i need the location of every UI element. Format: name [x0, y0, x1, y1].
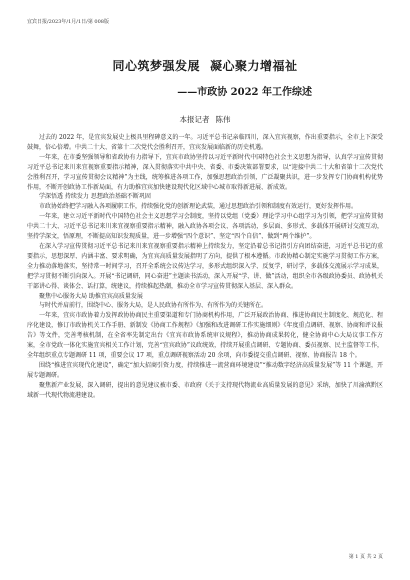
title-part-1: 同心筑梦强发展	[112, 59, 200, 73]
article-body	[27, 133, 383, 400]
paragraph: 一年来，在市委坚强领导和省政协有力指导下，宜宾市政协坚持以习近平新时代中国特色社会主义思想为指导，认真学习宣传贯彻习近平总书记来川来宜视察重要指示精神，深入贯彻落实中共中央、省委、市委决策部署要求，以“迎接中共二十大和省第十二次党代会胜利召开，学习宣传贯彻会议精神”为主线，统筹推进各项工作，加强思想政治引领，广泛凝聚共识，进一步发挥专门协商机构优势作用，不断开创政协工作新局面，有力助推宜宾加快建设现代化区域中心城市取得新进展、新成效。	[27, 153, 383, 191]
paragraph: 过去的 2022 年，是宜宾发展史上极具里程碑意义的一年。习近平总书记亲临四川，深入宜宾视察，作出重要指示，全市上下深受鼓舞，倍心倍增。中共二十大、省第十二次党代会胜利召开，宜宾发展面临新的历史机遇。	[27, 134, 383, 151]
paragraph: 市政协始终把学习融入各项履职工作，持续强化党的创新理论武装，通过思想政治引领和制度有效运行，更好发挥作用。	[39, 203, 358, 211]
byline-role: 本报记者	[179, 115, 210, 124]
article-subtitle: ——市政协 2022 年工作综述	[177, 87, 312, 98]
page-number: 第 1 页 共 2 页	[348, 554, 383, 560]
source-header: 宜宾日报/2023年/1月/1日/第 008版	[27, 19, 109, 25]
paragraph: 围绕“推进宜宾现代化建设”，确定“加大招商引资力度，持续推进一流营商环境建设”“推动数字经济高质量发展”等 11 个课题，开展专题调研。	[27, 361, 383, 379]
article-title	[0, 57, 410, 74]
byline-name: 陈伟	[215, 115, 231, 124]
paragraph: 与时代并肩前行，围绕中心、服务大局，是人民政协有所作为、有所作为的关键所在。	[39, 302, 268, 310]
section-heading: 学深悟透 持续发力 思想政治基础不断巩固	[39, 193, 151, 201]
paragraph: 聚焦新产业发展，深入调研，提出的意见建议被市委、市政府《关于支持现代物流业高质量发展的意见》采纳，加快了川渝滇黔区域新一代现代物流港建设。	[27, 381, 383, 399]
paragraph: 在深入学习宣传贯彻习近平总书记来川来宜视察重要指示精神上持续发力，坚定沿着总书记指引方向团结奋进，习近平总书记的重要指示，思想深厚、内涵丰富、要求明确，为宜宾高质量发展指明了方向，提供了根本遵循。市政协精心制定实施学习贯彻工作方案，全力推动落地落实，坚持常一时间学习，召开全系统会议传达学习，多形式组织深入学、反复学，研讨学，多载体交流展示学习成果，把学习贯彻不断引向深入。开展“书记调研，同心奋进”主题读书活动，深入开展“学、讲、做”活动，组织全市各级政协委员、政协机关干部讲心得、谈体会、话打算，统建议，持续推起热潮，推动全市学习宣传贯彻深入基层、深入群众。	[27, 242, 383, 290]
byline	[0, 114, 410, 125]
section-heading: 聚焦中心服务大局 助推宜宾高质量发展	[39, 292, 143, 300]
paragraph: 一年来，建立习近平新时代中国特色社会主义思想学习会制度，坚持以党组（党委）理论学习中心组学习为引领，把学习宣传贯彻中共二十大、习近平总书记来川来宜视察重要指示精神，融入政协各项会议、各项活动，多层面、多形式、多载体开展研讨交流互动，坚持学深文，悟原理，不断提高知识发现质量，进一步增强“四个意识”、坚定“四个自信”、做到“两个维护”。	[27, 213, 383, 241]
title-part-2: 凝心聚力增福祉	[210, 59, 298, 73]
paragraph: 一年来，宜宾市政协着力发挥政协协商民主重要渠道和专门协商机构作用，广泛开展政治协商、推进协商民主制度化、规范化、程序化建设，修订市政协机关工作手册、新制发《协商工作规程》《加强和改进调研工作实施细则》《年度重点调研、视察、协商和评议报告》等文件，完善考核机制，在全省率先制定出台《宜宾市政协系统审议规程》，推动协商成果转化，健全协商中心大局议事工作方案，全市党政一体化实施宜宾相关工作计划，完善“宜宾政协”议政统效，持续开展重点调研、专题协商、委员视察、民主监督等工作，全年组织重点专题调研 11 项，重要会议 17 项，重点调研视察活动 20 余项，向市委提交重点调研、视察、协商报告 18 个。	[27, 312, 383, 359]
